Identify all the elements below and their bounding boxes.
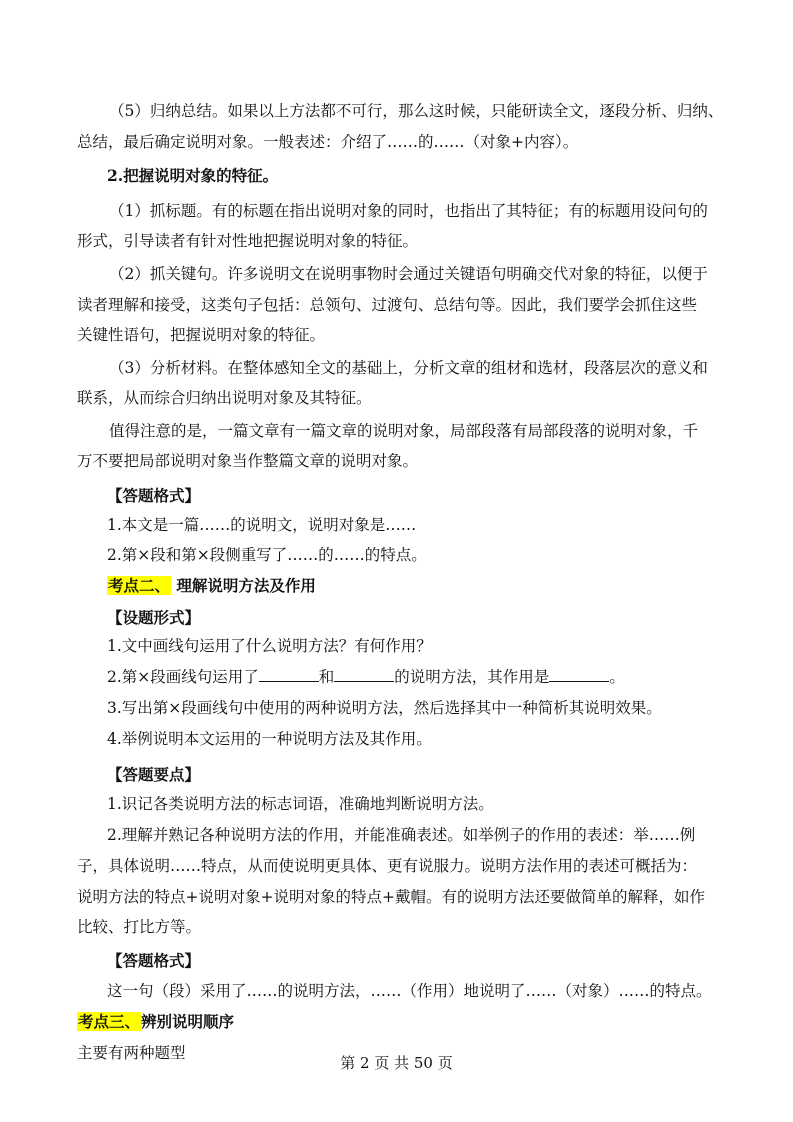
answer-point-2-line4: 比较、打比方等。 — [77, 918, 202, 936]
question-2-part-a: 2.第×段画线句运用了 — [107, 668, 259, 686]
question-item-1: 1.文中画线句运用了什么说明方法？有何作用？ — [107, 637, 432, 655]
exam-point-3-heading — [77, 1011, 234, 1033]
question-item-2 — [107, 666, 625, 688]
paragraph-summary-line2: 总结，最后确定说明对象。一般表述：介绍了……的……（对象+内容）。 — [77, 133, 579, 151]
paragraph-keysentence-line2: 读者理解和接受，这类句子包括：总领句、过渡句、总结句等。因此，我们要学会抓住这些 — [77, 296, 698, 314]
paragraph-summary-line1: （5）归纳总结。如果以上方法都不可行，那么这时候，只能研读全文，逐段分析、归纳、 — [109, 102, 724, 120]
heading-question-form: 【设题形式】 — [107, 608, 201, 627]
question-2-part-b: 和 — [318, 668, 335, 686]
answer-point-2-line1: 2.理解并熟记各种说明方法的作用，并能准确表述。如举例子的作用的表述：举……例 — [107, 826, 696, 844]
answer-blank — [259, 667, 319, 682]
answer-blank — [549, 667, 609, 682]
answer-point-2-line2: 子，具体说明……特点，从而使说明更具体、更有说服力。说明方法作用的表述可概括为： — [77, 857, 698, 875]
heading-answer-points: 【答题要点】 — [107, 765, 201, 784]
question-2-part-c: 的说明方法，其作用是 — [394, 668, 550, 686]
paragraph-material-line1: （3）分析材料。在整体感知全文的基础上，分析文章的组材和选材，段落层次的意义和 — [109, 359, 708, 377]
paragraph-title-line1: （1）抓标题。有的标题在指出说明对象的同时，也指出了其特征；有的标题用设问句的 — [109, 202, 708, 220]
answer-point-2-line3: 说明方法的特点+说明对象+说明对象的特点+戴帽。有的说明方法还要做简单的解释，如作 — [77, 888, 705, 906]
answer-format-item-2: 2.第×段和第×段侧重写了……的……的特点。 — [107, 546, 427, 564]
section-heading-grasp-features: 2.把握说明对象的特征。 — [107, 166, 279, 185]
answer-format-item-1: 1.本文是一篇……的说明文，说明对象是…… — [107, 516, 417, 534]
paragraph-title-line2: 形式，引导读者有针对性地把握说明对象的特征。 — [77, 232, 419, 250]
paragraph-keysentence-line1: （2）抓关键句。许多说明文在说明事物时会通过关键语句明确交代对象的特征，以便于 — [109, 265, 708, 283]
answer-blank — [334, 667, 394, 682]
paragraph-note-line2: 万不要把局部说明对象当作整篇文章的说明对象。 — [77, 452, 419, 470]
paragraph-material-line2: 联系，从而综合归纳出说明对象及其特征。 — [77, 389, 372, 407]
heading-answer-format-1: 【答题格式】 — [107, 486, 201, 505]
paragraph-keysentence-line3: 关键性语句，把握说明对象的特征。 — [77, 326, 326, 344]
exam-point-2-title: 理解说明方法及作用 — [171, 576, 316, 595]
exam-point-3-title: 辨别说明顺序 — [141, 1012, 235, 1031]
answer-point-1: 1.识记各类说明方法的标志词语，准确地判断说明方法。 — [107, 795, 494, 813]
exam-point-2-heading — [107, 575, 316, 597]
question-item-3: 3.写出第×段画线句中使用的两种说明方法，然后选择其中一种简析其说明效果。 — [107, 699, 662, 717]
answer-format-sentence: 这一句（段）采用了……的说明方法，……（作用）地说明了……（对象）……的特点。 — [107, 982, 712, 1000]
exam-point-3-tag: 考点三、 — [78, 1012, 141, 1031]
exam-point-2-tag: 考点二、 — [108, 576, 171, 595]
page-footer: 第 2 页 共 50 页 — [340, 1054, 453, 1072]
paragraph-note-line1: 值得注意的是，一篇文章有一篇文章的说明对象，局部段落有局部段落的说明对象，千 — [109, 422, 699, 440]
question-2-part-d: 。 — [609, 668, 625, 686]
question-type-intro: 主要有两种题型 — [77, 1044, 186, 1062]
heading-answer-format-2: 【答题格式】 — [107, 951, 201, 970]
question-item-4: 4.举例说明本文运用的一种说明方法及其作用。 — [107, 730, 432, 748]
